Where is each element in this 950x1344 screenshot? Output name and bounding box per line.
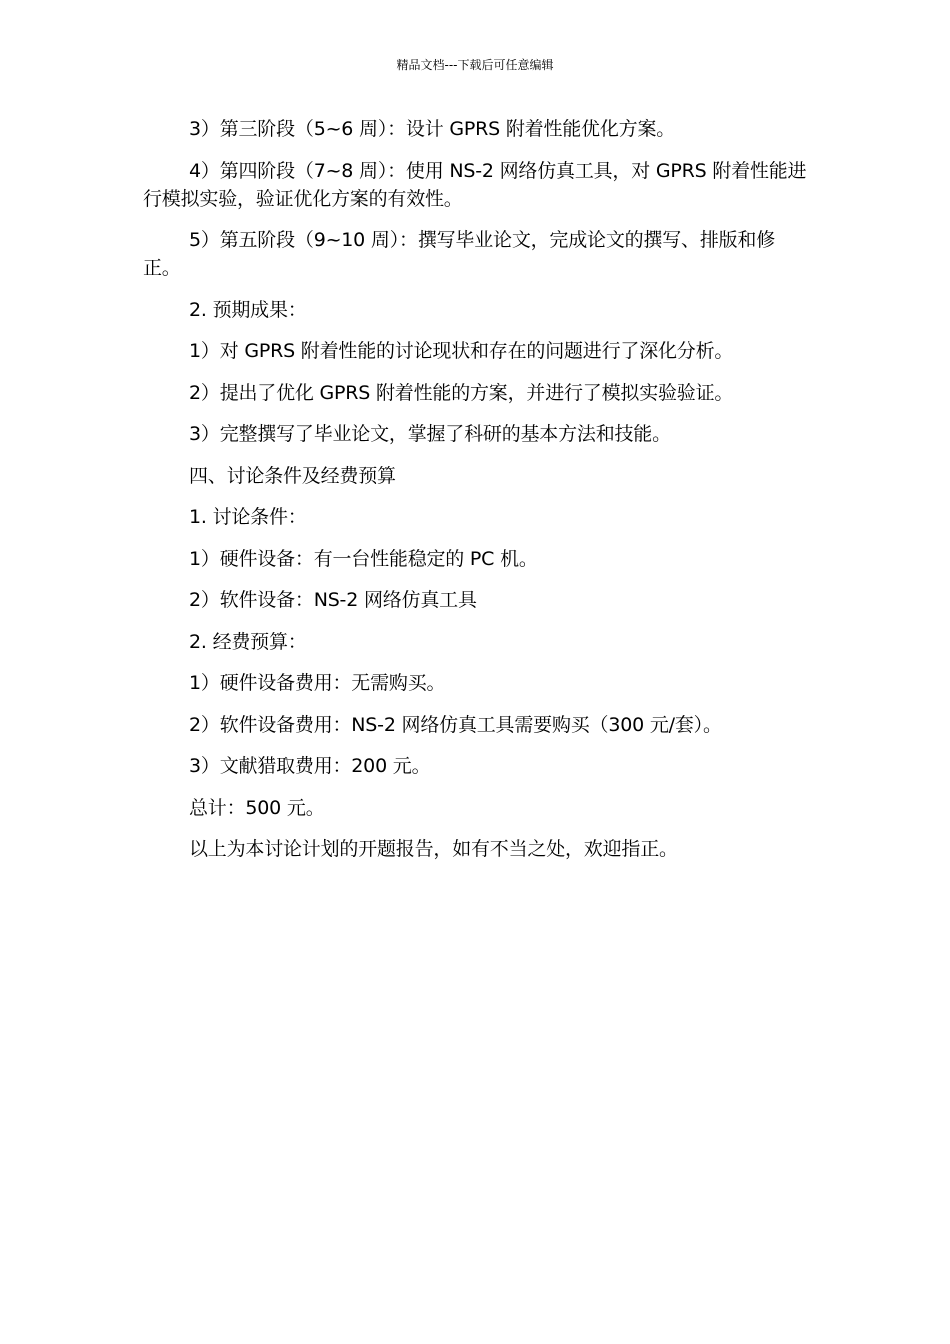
paragraph-phase-4: 4）第四阶段（7~8 周）：使用 NS-2 网络仿真工具，对 GPRS 附着性能进行模拟实验，验证优化方案的有效性。 [143,159,807,210]
heading-research-conditions: 1. 讨论条件： [189,506,307,528]
paragraph-result-3: 3）完整撰写了毕业论文，掌握了科研的基本方法和技能。 [189,423,671,445]
section-heading-conditions-budget: 四、讨论条件及经费预算 [189,464,396,487]
paragraph-software-cost: 2）软件设备费用：NS-2 网络仿真工具需要购买（300 元/套）。 [189,713,722,736]
paragraph-closing: 以上为本讨论计划的开题报告，如有不当之处，欢迎指正。 [189,838,678,860]
paragraph-hardware-cost: 1）硬件设备费用：无需购买。 [189,672,446,694]
paragraph-phase-3: 3）第三阶段（5~6 周）：设计 GPRS 附着性能优化方案。 [189,118,676,140]
document-body [143,115,808,877]
paragraph-hardware: 1）硬件设备：有一台性能稳定的 PC 机。 [189,547,538,570]
paragraph-result-1: 1）对 GPRS 附着性能的讨论现状和存在的问题进行了深化分析。 [189,340,734,362]
paragraph-total: 总计：500 元。 [189,796,325,819]
paragraph-result-2: 2）提出了优化 GPRS 附着性能的方案，并进行了模拟实验验证。 [189,381,734,404]
paragraph-software: 2）软件设备：NS-2 网络仿真工具 [189,589,477,611]
heading-expected-results: 2. 预期成果： [189,298,307,321]
heading-budget: 2. 经费预算： [189,630,307,653]
paragraph-phase-5: 5）第五阶段（9~10 周）：撰写毕业论文，完成论文的撰写、排版和修正。 [143,229,776,279]
paragraph-literature-cost: 3）文献猎取费用：200 元。 [189,755,431,777]
page-header: 精品文档---下载后可任意编辑 [396,58,554,72]
